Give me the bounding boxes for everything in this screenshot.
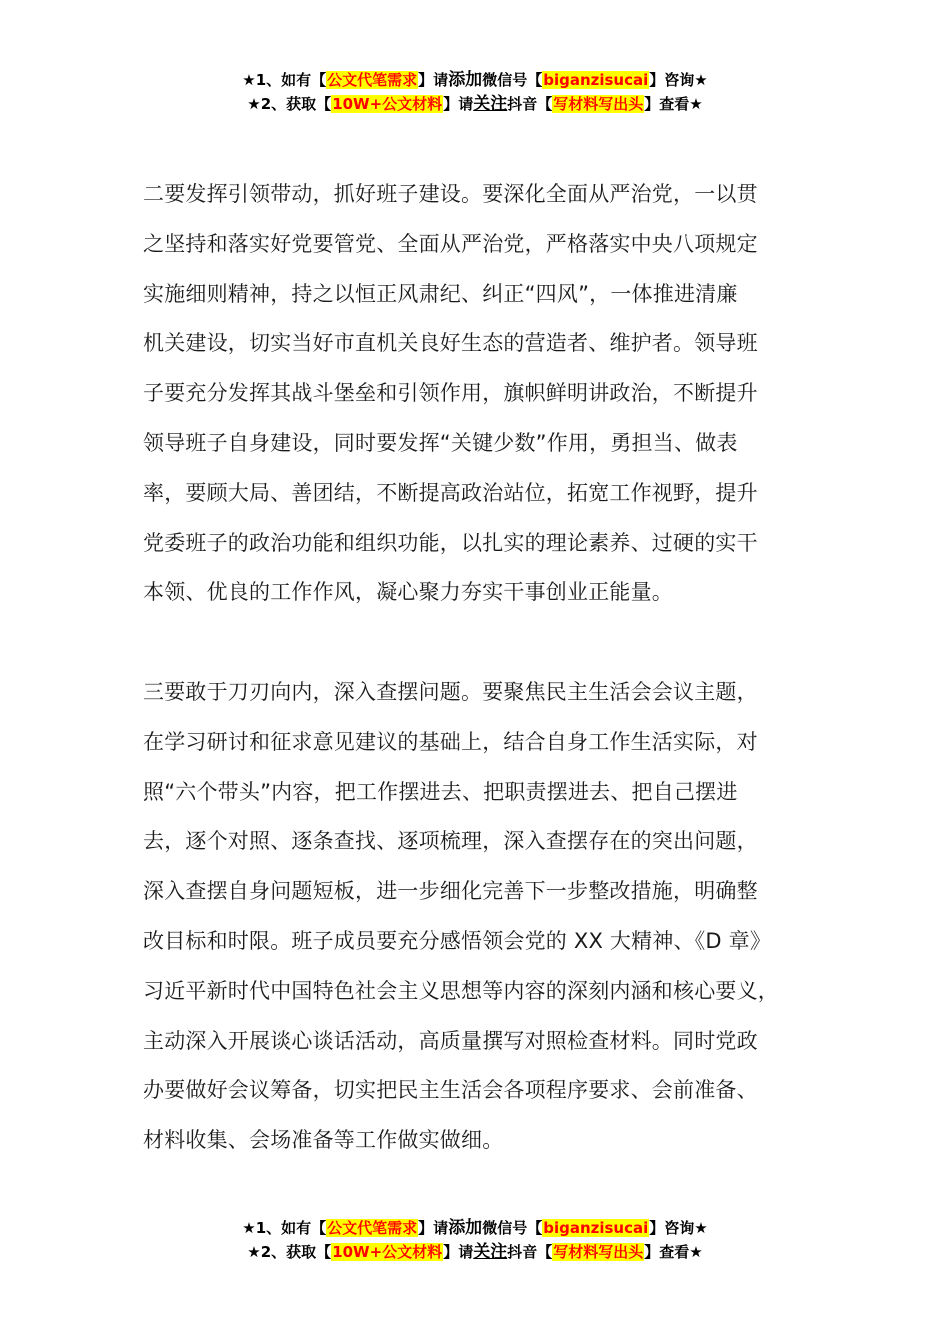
banner-text: ★1、如有【	[242, 1219, 327, 1237]
banner-text: 】咨询★	[649, 71, 708, 89]
paragraph-line: 二要发挥引领带动，抓好班子建设。要深化全面从严治党，一以贯	[143, 182, 758, 206]
banner-highlight: 公文代笔需求	[327, 71, 418, 89]
banner-text: ★1、如有【	[242, 71, 327, 89]
body-paragraph-2	[143, 668, 833, 1166]
banner-emphasis: 添加	[448, 70, 483, 90]
banner-text: 】请	[418, 1219, 449, 1237]
paragraph-line: 改目标和时限。班子成员要充分感悟领会党的 XX 大精神、《D 章》	[143, 928, 772, 953]
banner-line-1	[0, 1216, 950, 1240]
banner-highlight: biganzisucai	[543, 1219, 649, 1237]
banner-text: 微信号【	[482, 1219, 543, 1237]
paragraph-line: 子要充分发挥其战斗堡垒和引领作用，旗帜鲜明讲政治，不断提升	[143, 381, 758, 406]
paragraph-line: 三要敢于刀刃向内，深入查摆问题。要聚焦民主生活会会议主题，	[143, 680, 758, 704]
banner-emphasis: 关注	[473, 1242, 508, 1262]
body-paragraph-1	[143, 170, 833, 618]
banner-highlight: 10W+公文材料	[332, 1243, 443, 1261]
paragraph-line: 习近平新时代中国特色社会主义思想等内容的深刻内涵和核心要义，	[143, 978, 779, 1003]
banner-text: ★2、获取【	[247, 95, 332, 113]
banner-text: 】咨询★	[649, 1219, 708, 1237]
paragraph-line: 实施细则精神，持之以恒正风肃纪、纠正“四风”，一体推进清廉	[143, 281, 738, 306]
paragraph-line: 本领、优良的工作作风，凝心聚力夯实干事创业正能量。	[143, 580, 673, 605]
paragraph-line: 深入查摆自身问题短板，进一步细化完善下一步整改措施，明确整	[143, 879, 758, 904]
paragraph-line: 党委班子的政治功能和组织功能，以扎实的理论素养、过硬的实干	[143, 530, 758, 555]
banner-text: 】请	[443, 1243, 474, 1261]
paragraph-line: 主动深入开展谈心谈话活动，高质量撰写对照检查材料。同时党政	[143, 1028, 758, 1053]
paragraph-line: 之坚持和落实好党要管党、全面从严治党，严格落实中央八项规定	[143, 231, 758, 256]
paragraph-line: 去，逐个对照、逐条查找、逐项梳理，深入查摆存在的突出问题，	[143, 829, 758, 854]
banner-highlight: 公文代笔需求	[327, 1219, 418, 1237]
banner-line-1	[0, 68, 950, 92]
banner-text: 】查看★	[644, 95, 703, 113]
paragraph-line: 在学习研讨和征求意见建议的基础上，结合自身工作生活实际，对	[143, 729, 758, 754]
banner-emphasis: 关注	[473, 94, 508, 114]
banner-text: ★2、获取【	[247, 1243, 332, 1261]
paragraph-line: 率，要顾大局、善团结，不断提高政治站位，拓宽工作视野，提升	[143, 480, 758, 505]
paragraph-line: 办要做好会议筹备，切实把民主生活会各项程序要求、会前准备、	[143, 1078, 758, 1103]
banner-highlight: 写材料写出头	[553, 95, 644, 113]
banner-emphasis: 添加	[448, 1218, 483, 1238]
banner-text: 】查看★	[644, 1243, 703, 1261]
header-banner	[0, 68, 950, 116]
paragraph-line: 材料收集、会场准备等工作做实做细。	[143, 1128, 504, 1153]
footer-banner	[0, 1216, 950, 1264]
paragraph-line: 照“六个带头”内容，把工作摆进去、把职责摆进去、把自己摆进	[143, 779, 738, 804]
banner-text: 】请	[443, 95, 474, 113]
banner-highlight: 10W+公文材料	[332, 95, 443, 113]
banner-highlight: biganzisucai	[543, 71, 649, 89]
banner-line-2	[0, 92, 950, 116]
banner-highlight: 写材料写出头	[553, 1243, 644, 1261]
paragraph-line: 机关建设，切实当好市直机关良好生态的营造者、维护者。领导班	[143, 331, 758, 356]
banner-line-2	[0, 1240, 950, 1264]
banner-text: 微信号【	[482, 71, 543, 89]
banner-text: 抖音【	[507, 1243, 553, 1261]
paragraph-line: 领导班子自身建设，同时要发挥“关键少数”作用，勇担当、做表	[143, 430, 738, 455]
banner-text: 抖音【	[507, 95, 553, 113]
banner-text: 】请	[418, 71, 449, 89]
